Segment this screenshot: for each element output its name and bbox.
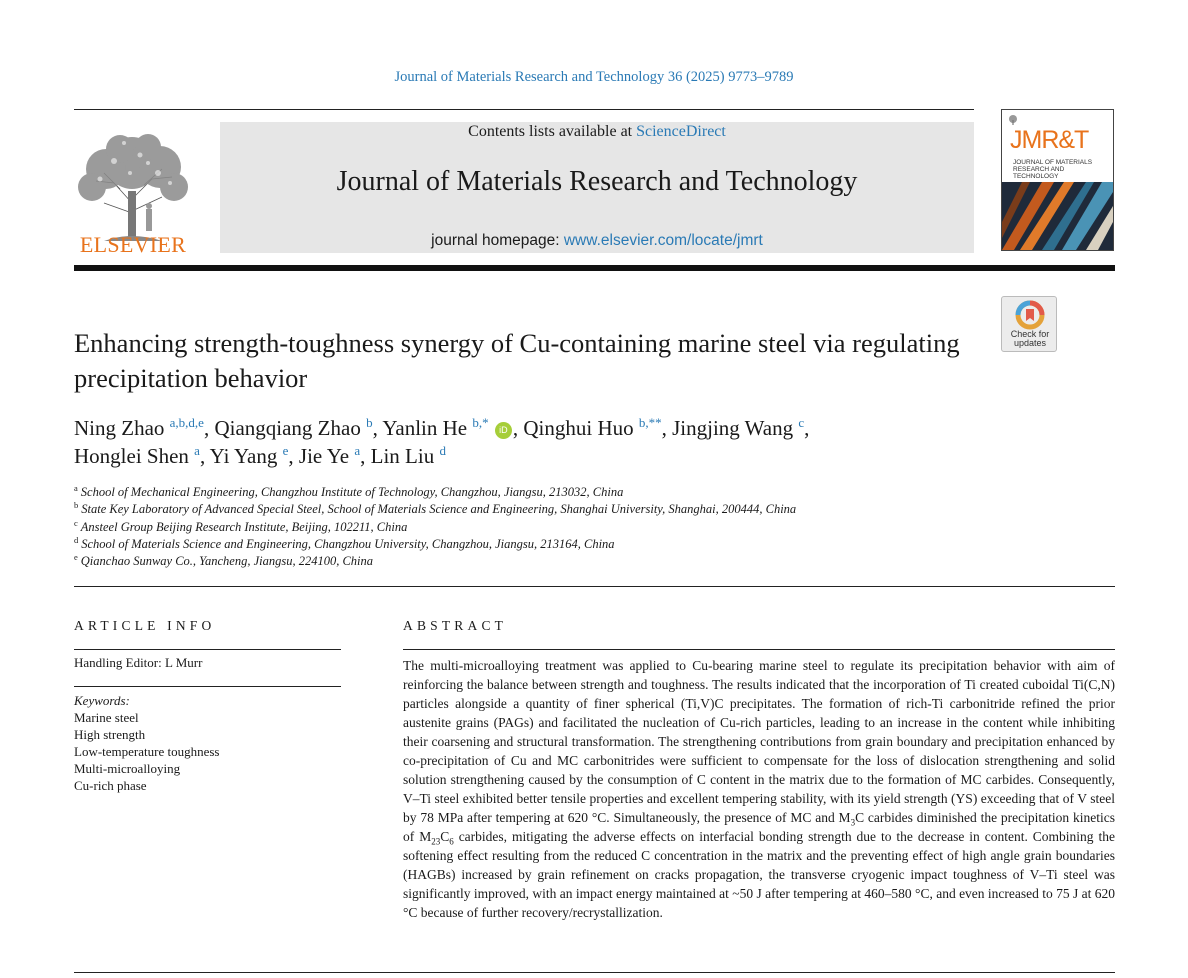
affiliation-item xyxy=(74,519,1074,536)
author-separator: , xyxy=(199,444,210,468)
abstract-text: The multi-microalloying treatment was applied to Cu-bearing marine steel to regulate its precipitation behavior with aim of reinforcing the balance between strength and toughness. The results indicated that the incorporation of Ti created cuboidal Ti(C,N) particles alongside a quantity of finer spherical (Ti,V)C precipitates. The formation of rich-Ti carbonitride refined the prior austenite grains (PAGs) and facilitated the nucleation of Cu-rich particles, leading to an increase in the content while inhibiting their coarsening and structural transformation. The strengthening contributions from grain boundary and precipitation enhanced by co-precipitation of Cu and MC carbonitrides were sufficient to compensate for the loss of dislocation strengthening and solid solution strengthening caused by the consumption of C content in the matrix due to the formation of MC carbides. Consequently, V–Ti steel exhibited better tensile properties and excellent tempering stability, with its yield strength (YS) exceeding that of V steel by 78 MPa after tempering at 620 °C. Simultaneously, the presence of MC and $M_3C$ carbides diminished the precipitation kinetics of $M_{23}C_6$ carbides, mitigating the adverse effects on interfacial bonding strength due to the decrease in content. Combining the softening effect resulting from the reduced C concentration in the matrix and the preventing effect of high angle grain boundaries (HAGBs) increased by grain refinement on cracks propagation, the transverse cryogenic impact toughness of V–Ti steel was significantly improved, with an impact energy maintained at ~50 J after tempering at 460–580 °C, and even increased to 75 J at 620 °C because of further recovery/recrystallization. xyxy=(403,658,1116,920)
author-separator: , xyxy=(804,416,810,440)
homepage-link[interactable]: www.elsevier.com/locate/jmrt xyxy=(563,232,763,249)
affiliation-item xyxy=(74,501,1074,518)
affiliation-key: c xyxy=(74,517,78,528)
author-name[interactable]: Jingjing Wang xyxy=(672,416,794,440)
affiliation-key: a xyxy=(74,483,78,493)
keyword-item: Low-temperature toughness xyxy=(74,744,220,759)
check-for-updates-badge[interactable] xyxy=(1001,296,1057,352)
affiliation-key: d xyxy=(74,534,79,545)
author-affiliation-marker[interactable]: b,** xyxy=(638,415,662,430)
affiliation-text: State Key Laboratory of Advanced Special Steel, School of Materials Science and Engineering, Shanghai University, Shanghai, 200444, China xyxy=(81,502,797,517)
elsevier-wordmark: ELSEVIER xyxy=(79,232,187,257)
check-for-updates-label: Check for updates xyxy=(1010,329,1050,348)
author-name[interactable]: Yi Yang xyxy=(209,444,278,468)
sciencedirect-link[interactable]: ScienceDirect xyxy=(636,123,726,140)
affiliation-item xyxy=(74,484,1074,501)
author-separator: , xyxy=(512,416,524,440)
author-affiliation-marker[interactable]: a xyxy=(354,443,361,458)
author-affiliation-marker[interactable]: a xyxy=(194,443,200,458)
affiliation-text: Qianchao Sunway Co., Yancheng, Jiangsu, 224100, China xyxy=(80,554,374,569)
keyword-item: Cu-rich phase xyxy=(74,778,147,793)
keywords-label: Keywords: xyxy=(74,693,130,708)
cover-elsevier-mini-icon xyxy=(1007,115,1019,125)
abstract-rule-bottom xyxy=(74,972,1115,973)
article-title: Enhancing strength-toughness synergy of Cu-containing marine steel via regulating precipitation behavior xyxy=(74,328,960,393)
article-info-heading: ARTICLE INFO xyxy=(74,618,216,633)
author-affiliation-marker[interactable]: b,* xyxy=(472,415,489,430)
author-separator: , xyxy=(360,444,371,468)
author-separator: , xyxy=(288,444,299,468)
journal-citation[interactable]: Journal of Materials Research and Technology 36 (2025) 9773–9789 xyxy=(394,69,794,85)
article-info-rule-top xyxy=(74,649,341,650)
abstract-rule-top xyxy=(403,649,1115,650)
author-name[interactable]: Honglei Shen xyxy=(74,444,189,468)
masthead-thick-rule xyxy=(74,265,1115,271)
section-rule xyxy=(74,586,1115,587)
affiliation-item xyxy=(74,536,1074,553)
affiliation-list xyxy=(74,484,1074,570)
orcid-icon[interactable]: iD xyxy=(495,422,512,439)
journal-homepage: journal homepage: www.elsevier.com/locate/jmrt xyxy=(431,232,763,249)
author-affiliation-marker[interactable]: a,b,d,e xyxy=(169,415,204,430)
author-separator: , xyxy=(372,416,383,440)
header-rule xyxy=(74,109,974,110)
abstract-heading: ABSTRACT xyxy=(403,618,508,633)
author-name[interactable]: Qiangqiang Zhao xyxy=(214,416,361,440)
journal-masthead xyxy=(220,122,974,253)
affiliation-text: Ansteel Group Beijing Research Institute, Beijing, 102211, China xyxy=(80,519,408,534)
author-list xyxy=(74,414,1034,470)
affiliation-text: School of Materials Science and Engineering, Changzhou University, Changzhou, Jiangsu, 213164, China xyxy=(81,536,615,551)
author-name[interactable]: Jie Ye xyxy=(298,444,350,468)
keyword-item: Marine steel xyxy=(74,710,139,725)
author-affiliation-marker[interactable]: c xyxy=(798,415,805,430)
author-name[interactable]: Ning Zhao xyxy=(74,416,165,440)
author-separator: , xyxy=(203,416,215,440)
journal-name: Journal of Materials Research and Technology xyxy=(336,166,858,197)
author-separator: , xyxy=(661,416,673,440)
article-info-rule-mid xyxy=(74,686,341,687)
cover-subtitle: JOURNAL OF MATERIALS RESEARCH AND TECHNOLOGY xyxy=(1013,159,1093,180)
author-affiliation-marker[interactable]: e xyxy=(282,443,289,458)
keyword-item: High strength xyxy=(74,727,146,742)
keywords-block xyxy=(74,692,219,794)
affiliation-key: b xyxy=(74,500,79,511)
contents-line: Contents lists available at ScienceDirect xyxy=(468,123,726,140)
author-affiliation-marker[interactable]: d xyxy=(439,443,446,458)
keyword-item: Multi-microalloying xyxy=(74,761,181,776)
affiliation-text: School of Mechanical Engineering, Changzhou Institute of Technology, Changzhou, Jiangsu, 213032, China xyxy=(80,485,624,499)
cover-artwork-icon xyxy=(1002,182,1113,250)
author-name[interactable]: Lin Liu xyxy=(370,444,435,468)
author-name[interactable]: Qinghui Huo xyxy=(523,416,634,440)
cover-acronym: JMR&T xyxy=(1010,126,1089,154)
journal-cover[interactable] xyxy=(1001,109,1114,251)
affiliation-item xyxy=(74,553,1074,570)
author-name[interactable]: Yanlin He xyxy=(382,416,468,440)
author-affiliation-marker[interactable]: b xyxy=(366,415,373,430)
handling-editor: Handling Editor: L Murr xyxy=(74,655,203,670)
check-for-updates-icon xyxy=(1015,300,1045,330)
affiliation-key: e xyxy=(74,552,78,563)
